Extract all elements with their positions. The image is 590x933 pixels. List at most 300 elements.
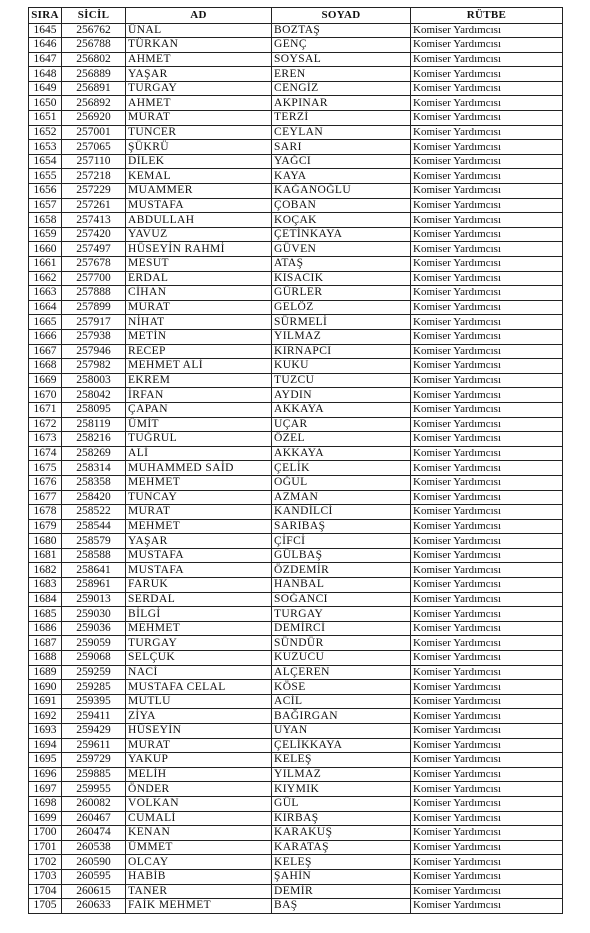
table-row [29,402,563,417]
cell-ad: KENAN [126,826,272,841]
cell-sira: 1652 [29,125,62,140]
cell-sira: 1647 [29,52,62,67]
cell-sicil: 259885 [62,767,126,782]
table-row [29,23,563,38]
cell-rutbe: Komiser Yardımcısı [411,257,563,272]
table-row [29,300,563,315]
cell-soyad: BOZTAŞ [272,23,411,38]
cell-sicil: 259030 [62,607,126,622]
cell-sira: 1701 [29,840,62,855]
cell-sicil: 259429 [62,724,126,739]
cell-ad: TUNCAY [126,490,272,505]
table-row [29,621,563,636]
table-row [29,96,563,111]
cell-sicil: 257497 [62,242,126,257]
cell-ad: HÜSEYİN [126,724,272,739]
cell-sira: 1681 [29,548,62,563]
cell-ad: MUSTAFA [126,198,272,213]
cell-ad: TUNCER [126,125,272,140]
cell-sicil: 258579 [62,534,126,549]
table-row [29,694,563,709]
cell-rutbe: Komiser Yardımcısı [411,519,563,534]
cell-ad: SELÇUK [126,651,272,666]
cell-soyad: ÖZDEMİR [272,563,411,578]
cell-sira: 1703 [29,869,62,884]
cell-rutbe: Komiser Yardımcısı [411,534,563,549]
cell-soyad: ÇETİNKAYA [272,227,411,242]
cell-sicil: 257700 [62,271,126,286]
cell-rutbe: Komiser Yardımcısı [411,315,563,330]
cell-sira: 1673 [29,432,62,447]
cell-sicil: 259068 [62,651,126,666]
cell-sira: 1649 [29,81,62,96]
cell-sicil: 259013 [62,592,126,607]
cell-soyad: GELÖZ [272,300,411,315]
cell-sira: 1700 [29,826,62,841]
cell-ad: NACİ [126,665,272,680]
cell-ad: MUHAMMED SAİD [126,461,272,476]
cell-ad: EKREM [126,373,272,388]
cell-soyad: AZMAN [272,490,411,505]
cell-ad: RECEP [126,344,272,359]
cell-soyad: SÜNDÜR [272,636,411,651]
cell-sicil: 260633 [62,899,126,914]
header-sicil: SİCİL [62,8,126,24]
cell-sira: 1685 [29,607,62,622]
cell-sira: 1696 [29,767,62,782]
table-row [29,782,563,797]
table-row [29,738,563,753]
cell-rutbe: Komiser Yardımcısı [411,869,563,884]
cell-rutbe: Komiser Yardımcısı [411,490,563,505]
cell-soyad: DEMİRCİ [272,621,411,636]
cell-rutbe: Komiser Yardımcısı [411,344,563,359]
cell-sicil: 257229 [62,184,126,199]
cell-soyad: YILMAZ [272,329,411,344]
cell-sicil: 257218 [62,169,126,184]
cell-sira: 1651 [29,111,62,126]
cell-sira: 1654 [29,154,62,169]
cell-sicil: 258003 [62,373,126,388]
cell-sira: 1655 [29,169,62,184]
cell-soyad: KISACIK [272,271,411,286]
cell-sira: 1658 [29,213,62,228]
cell-rutbe: Komiser Yardımcısı [411,607,563,622]
cell-sicil: 257001 [62,125,126,140]
cell-ad: NİHAT [126,315,272,330]
cell-ad: MUSTAFA [126,563,272,578]
cell-ad: YAŞAR [126,534,272,549]
cell-ad: MUAMMER [126,184,272,199]
table-row [29,796,563,811]
cell-sira: 1682 [29,563,62,578]
table-row [29,826,563,841]
cell-sira: 1697 [29,782,62,797]
cell-sira: 1671 [29,402,62,417]
cell-soyad: GÜRLER [272,286,411,301]
cell-rutbe: Komiser Yardımcısı [411,111,563,126]
cell-sira: 1692 [29,709,62,724]
cell-sira: 1688 [29,651,62,666]
cell-soyad: HANBAL [272,578,411,593]
table-row [29,286,563,301]
table-row [29,67,563,82]
cell-sicil: 257899 [62,300,126,315]
cell-sicil: 259955 [62,782,126,797]
table-row [29,607,563,622]
cell-rutbe: Komiser Yardımcısı [411,475,563,490]
cell-sira: 1663 [29,286,62,301]
cell-ad: ALİ [126,446,272,461]
cell-soyad: KIYMIK [272,782,411,797]
cell-ad: DİLEK [126,154,272,169]
table-row [29,154,563,169]
cell-rutbe: Komiser Yardımcısı [411,242,563,257]
cell-ad: TÜRKAN [126,38,272,53]
cell-ad: ÇAPAN [126,402,272,417]
cell-ad: BİLGİ [126,607,272,622]
header-ad: AD [126,8,272,24]
table-row [29,811,563,826]
cell-ad: HÜSEYİN RAHMİ [126,242,272,257]
cell-sira: 1648 [29,67,62,82]
cell-rutbe: Komiser Yardımcısı [411,286,563,301]
cell-sicil: 256920 [62,111,126,126]
cell-rutbe: Komiser Yardımcısı [411,811,563,826]
cell-ad: MURAT [126,300,272,315]
cell-sira: 1695 [29,753,62,768]
table-row [29,373,563,388]
cell-ad: SERDAL [126,592,272,607]
cell-sicil: 259411 [62,709,126,724]
cell-soyad: ÇELİK [272,461,411,476]
cell-soyad: KÖSE [272,680,411,695]
cell-rutbe: Komiser Yardımcısı [411,621,563,636]
table-row [29,140,563,155]
cell-sicil: 258216 [62,432,126,447]
cell-sicil: 258269 [62,446,126,461]
cell-ad: METİN [126,329,272,344]
cell-rutbe: Komiser Yardımcısı [411,665,563,680]
cell-soyad: KAĞANOĞLU [272,184,411,199]
cell-sicil: 257946 [62,344,126,359]
cell-sicil: 257678 [62,257,126,272]
cell-sira: 1698 [29,796,62,811]
cell-rutbe: Komiser Yardımcısı [411,826,563,841]
cell-soyad: SARIBAŞ [272,519,411,534]
cell-rutbe: Komiser Yardımcısı [411,67,563,82]
cell-sicil: 256802 [62,52,126,67]
cell-soyad: GÜL [272,796,411,811]
header-soyad: SOYAD [272,8,411,24]
table-row [29,38,563,53]
cell-sira: 1677 [29,490,62,505]
cell-sicil: 257413 [62,213,126,228]
cell-sira: 1646 [29,38,62,53]
table-row [29,899,563,914]
cell-ad: ERDAL [126,271,272,286]
cell-rutbe: Komiser Yardımcısı [411,140,563,155]
table-row [29,344,563,359]
cell-sira: 1668 [29,359,62,374]
cell-ad: KEMAL [126,169,272,184]
cell-soyad: GÜLBAŞ [272,548,411,563]
cell-soyad: CENGİZ [272,81,411,96]
cell-rutbe: Komiser Yardımcısı [411,52,563,67]
cell-ad: CİHAN [126,286,272,301]
cell-rutbe: Komiser Yardımcısı [411,651,563,666]
table-row [29,753,563,768]
cell-soyad: SÜRMELİ [272,315,411,330]
cell-rutbe: Komiser Yardımcısı [411,184,563,199]
cell-sicil: 260474 [62,826,126,841]
cell-sira: 1664 [29,300,62,315]
cell-ad: TUĞRUL [126,432,272,447]
cell-sicil: 256891 [62,81,126,96]
table-row [29,257,563,272]
table-row [29,198,563,213]
table-row [29,111,563,126]
cell-rutbe: Komiser Yardımcısı [411,300,563,315]
cell-sicil: 256788 [62,38,126,53]
cell-ad: İRFAN [126,388,272,403]
cell-soyad: EREN [272,67,411,82]
cell-sicil: 257065 [62,140,126,155]
table-row [29,461,563,476]
table-row [29,767,563,782]
cell-ad: YAVUZ [126,227,272,242]
cell-ad: ÜNAL [126,23,272,38]
cell-ad: AHMET [126,52,272,67]
cell-soyad: ÇOBAN [272,198,411,213]
table-row [29,869,563,884]
cell-ad: AHMET [126,96,272,111]
cell-rutbe: Komiser Yardımcısı [411,505,563,520]
cell-rutbe: Komiser Yardımcısı [411,38,563,53]
cell-ad: OLCAY [126,855,272,870]
cell-sira: 1691 [29,694,62,709]
table-row [29,271,563,286]
cell-ad: MEHMET ALİ [126,359,272,374]
cell-rutbe: Komiser Yardımcısı [411,884,563,899]
cell-sicil: 259059 [62,636,126,651]
cell-rutbe: Komiser Yardımcısı [411,81,563,96]
cell-soyad: KELEŞ [272,753,411,768]
cell-rutbe: Komiser Yardımcısı [411,359,563,374]
cell-ad: HABİB [126,869,272,884]
cell-rutbe: Komiser Yardımcısı [411,446,563,461]
cell-soyad: KUKU [272,359,411,374]
cell-sicil: 258358 [62,475,126,490]
cell-rutbe: Komiser Yardımcısı [411,680,563,695]
cell-ad: MUTLU [126,694,272,709]
cell-soyad: SARI [272,140,411,155]
cell-sira: 1704 [29,884,62,899]
cell-ad: MEHMET [126,621,272,636]
cell-sira: 1702 [29,855,62,870]
cell-rutbe: Komiser Yardımcısı [411,724,563,739]
header-rutbe: RÜTBE [411,8,563,24]
table-row [29,81,563,96]
cell-sicil: 260595 [62,869,126,884]
cell-sicil: 258042 [62,388,126,403]
table-row [29,490,563,505]
cell-sira: 1687 [29,636,62,651]
cell-rutbe: Komiser Yardımcısı [411,767,563,782]
table-row [29,840,563,855]
cell-sicil: 259285 [62,680,126,695]
cell-sicil: 258588 [62,548,126,563]
cell-sicil: 259729 [62,753,126,768]
cell-sira: 1662 [29,271,62,286]
cell-rutbe: Komiser Yardımcısı [411,738,563,753]
cell-ad: ÜMİT [126,417,272,432]
cell-ad: ÖNDER [126,782,272,797]
table-row [29,184,563,199]
cell-sicil: 257982 [62,359,126,374]
cell-ad: FAİK MEHMET [126,899,272,914]
cell-sicil: 258095 [62,402,126,417]
cell-rutbe: Komiser Yardımcısı [411,709,563,724]
table-row [29,52,563,67]
cell-sicil: 257420 [62,227,126,242]
cell-sicil: 260590 [62,855,126,870]
cell-rutbe: Komiser Yardımcısı [411,96,563,111]
table-row [29,446,563,461]
cell-soyad: OĞUL [272,475,411,490]
cell-ad: MUSTAFA CELAL [126,680,272,695]
table-row [29,505,563,520]
cell-sicil: 259036 [62,621,126,636]
cell-soyad: TERZİ [272,111,411,126]
table-row [29,475,563,490]
cell-ad: MEHMET [126,519,272,534]
cell-sira: 1705 [29,899,62,914]
cell-rutbe: Komiser Yardımcısı [411,782,563,797]
cell-rutbe: Komiser Yardımcısı [411,753,563,768]
cell-soyad: KARAKUŞ [272,826,411,841]
cell-soyad: KELEŞ [272,855,411,870]
cell-sira: 1689 [29,665,62,680]
table-row [29,592,563,607]
cell-soyad: ŞAHİN [272,869,411,884]
header-sira: SIRA [29,8,62,24]
cell-sicil: 258544 [62,519,126,534]
personnel-table [28,7,563,914]
table-row [29,636,563,651]
table-row [29,125,563,140]
cell-sira: 1680 [29,534,62,549]
table-body [29,23,563,913]
table-row [29,227,563,242]
cell-sira: 1660 [29,242,62,257]
cell-soyad: YILMAZ [272,767,411,782]
cell-ad: ÜMMET [126,840,272,855]
table-row [29,855,563,870]
table-header [29,8,563,24]
table-row [29,519,563,534]
cell-soyad: AYDIN [272,388,411,403]
cell-rutbe: Komiser Yardımcısı [411,417,563,432]
cell-soyad: GÜVEN [272,242,411,257]
cell-sira: 1645 [29,23,62,38]
cell-sira: 1665 [29,315,62,330]
table-row [29,359,563,374]
cell-sicil: 258961 [62,578,126,593]
table-row [29,417,563,432]
table-row [29,432,563,447]
header-row [29,8,563,24]
cell-sira: 1683 [29,578,62,593]
cell-ad: YAKUP [126,753,272,768]
table-row [29,242,563,257]
cell-ad: TANER [126,884,272,899]
cell-sira: 1699 [29,811,62,826]
cell-soyad: KIRBAŞ [272,811,411,826]
cell-sira: 1666 [29,329,62,344]
cell-sicil: 259611 [62,738,126,753]
table-row [29,169,563,184]
cell-sicil: 258119 [62,417,126,432]
cell-rutbe: Komiser Yardımcısı [411,227,563,242]
table-row [29,329,563,344]
cell-ad: MESUT [126,257,272,272]
table-row [29,534,563,549]
cell-soyad: DEMİR [272,884,411,899]
cell-soyad: BAŞ [272,899,411,914]
table-row [29,680,563,695]
cell-soyad: ÖZEL [272,432,411,447]
cell-soyad: TURGAY [272,607,411,622]
cell-soyad: SOĞANCI [272,592,411,607]
cell-soyad: GENÇ [272,38,411,53]
cell-rutbe: Komiser Yardımcısı [411,402,563,417]
cell-sira: 1670 [29,388,62,403]
table-row [29,884,563,899]
table-row [29,651,563,666]
cell-sira: 1678 [29,505,62,520]
cell-sicil: 258522 [62,505,126,520]
cell-soyad: KUZUCU [272,651,411,666]
cell-sira: 1690 [29,680,62,695]
cell-ad: TURGAY [126,81,272,96]
table-row [29,578,563,593]
cell-soyad: YAĞCI [272,154,411,169]
table-row [29,665,563,680]
cell-sira: 1694 [29,738,62,753]
cell-sicil: 258314 [62,461,126,476]
cell-sira: 1653 [29,140,62,155]
cell-sira: 1650 [29,96,62,111]
cell-rutbe: Komiser Yardımcısı [411,694,563,709]
cell-rutbe: Komiser Yardımcısı [411,855,563,870]
cell-sicil: 256762 [62,23,126,38]
cell-soyad: CEYLAN [272,125,411,140]
cell-soyad: KAYA [272,169,411,184]
cell-ad: ŞÜKRÜ [126,140,272,155]
cell-sira: 1657 [29,198,62,213]
cell-soyad: KANDİLCİ [272,505,411,520]
table-row [29,315,563,330]
cell-soyad: ÇİFCİ [272,534,411,549]
cell-soyad: SOYSAL [272,52,411,67]
cell-rutbe: Komiser Yardımcısı [411,125,563,140]
cell-rutbe: Komiser Yardımcısı [411,432,563,447]
cell-sira: 1684 [29,592,62,607]
cell-soyad: KOÇAK [272,213,411,228]
cell-rutbe: Komiser Yardımcısı [411,154,563,169]
cell-sira: 1675 [29,461,62,476]
